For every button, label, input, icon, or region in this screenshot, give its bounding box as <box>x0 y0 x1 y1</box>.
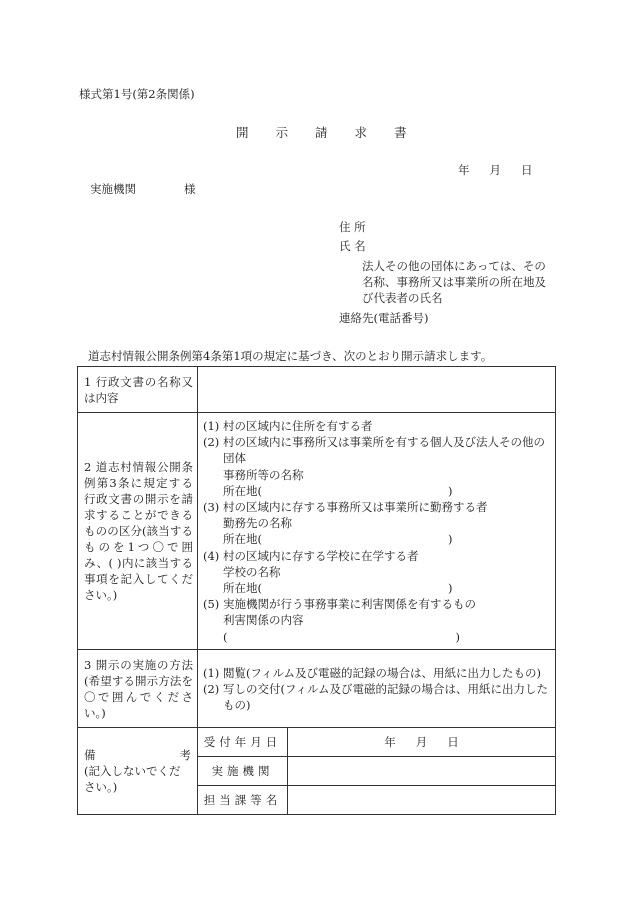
department-label: 担当課等名 <box>198 785 288 814</box>
location-label: 所在地( <box>223 483 262 498</box>
category-option-5[interactable]: (5) 実施機関が行う事務事業に利害関係を有するもの <box>203 597 476 612</box>
category-option-3[interactable]: (3) 村の区域内に存する事務所又は事業所に勤務する者 <box>203 500 488 515</box>
form-number: 様式第1号(第2条関係) <box>79 87 195 101</box>
close-paren: ) <box>448 532 453 547</box>
received-year-label: 年 <box>384 734 396 749</box>
department-value <box>288 785 556 814</box>
title-char: 請 <box>315 125 328 140</box>
location-label: 所在地( <box>223 581 262 596</box>
close-paren: ) <box>448 483 453 498</box>
category-option-4[interactable]: (4) 村の区域内に存する学校に在学する者 <box>203 548 419 563</box>
date-month-label: 月 <box>489 163 501 177</box>
applicant-block <box>339 218 554 328</box>
category-option-1[interactable]: (1) 村の区域内に住所を有する者 <box>203 419 373 433</box>
method-label-cell: 3 開示の実施の方法(希望する開示方法を〇で囲んでください。) <box>78 649 198 727</box>
title-char: 求 <box>354 125 368 140</box>
category-option-2[interactable]: (2) 村の区域内に事務所又は事業所を有する個人及び法人その他の団体 <box>203 435 545 466</box>
request-form-table <box>77 366 556 815</box>
category-options-cell[interactable] <box>198 413 556 650</box>
location-label: 所在地( <box>223 532 262 547</box>
method-option-view[interactable]: (1) 閲覧(フィルム及び電磁的記録の場合は、用紙に出力したもの) <box>203 665 542 680</box>
request-date <box>458 162 553 178</box>
agency-label: 実施機関 <box>198 756 288 785</box>
contact-label: 連絡先(電話番号) <box>339 311 429 325</box>
workplace-name-label: 勤務先の名称 <box>223 516 292 531</box>
remarks-heading <box>84 747 191 763</box>
addressee-suffix: 様 <box>184 182 196 196</box>
school-location-field[interactable] <box>203 580 551 596</box>
close-paren: ) <box>455 629 460 644</box>
interest-field[interactable] <box>203 629 551 645</box>
intro-text: 道志村情報公開条例第4条第1項の規定に基づき、次のとおり開示請求します。 <box>88 349 493 363</box>
office-location-field[interactable] <box>203 483 551 499</box>
method-option-copy[interactable]: (2) 写しの交付(フィルム及び電磁的記録の場合は、用紙に出力したもの) <box>203 681 549 712</box>
workplace-location-field[interactable] <box>203 531 551 547</box>
remarks-label-cell <box>78 727 198 814</box>
received-month-label: 月 <box>415 734 428 749</box>
addressee-label: 実施機関 <box>90 182 136 196</box>
remarks-char-left: 備 <box>84 747 96 762</box>
received-day-label: 日 <box>447 734 459 749</box>
remarks-char-right: 考 <box>179 747 191 762</box>
date-year-label: 年 <box>458 163 470 177</box>
close-paren: ) <box>448 581 453 596</box>
office-name-label: 事務所等の名称 <box>223 467 304 482</box>
title-char: 書 <box>394 125 407 140</box>
title-char: 示 <box>275 125 289 140</box>
interest-label: 利害関係の内容 <box>223 613 304 628</box>
method-options-cell[interactable] <box>198 649 556 727</box>
addressee <box>90 181 196 197</box>
received-date-value <box>288 727 556 756</box>
document-value-cell[interactable] <box>198 367 556 413</box>
document-label-cell: 1 行政文書の名称又は内容 <box>78 367 198 413</box>
address-label: 住 所 <box>339 220 366 234</box>
category-label-cell: 2 道志村情報公開条例第3条に規定する行政文書の開示を請求することができるものの区分(該当するものを1つ〇で囲み、( )内に該当する事項を記入してください。) <box>78 413 198 650</box>
name-label: 氏 名 <box>339 239 366 253</box>
corporate-note: 法人その他の団体にあっては、その名称、事務所又は事業所の所在地及び代表者の氏名 <box>362 259 546 305</box>
open-paren: ( <box>223 629 228 644</box>
school-name-label: 学校の名称 <box>223 564 281 579</box>
received-date-label: 受付年月日 <box>198 727 288 756</box>
page-title <box>236 123 434 141</box>
remarks-note: (記入しないでください。) <box>84 763 181 794</box>
title-char: 開 <box>236 125 249 140</box>
date-day-label: 日 <box>521 163 533 177</box>
agency-value <box>288 756 556 785</box>
